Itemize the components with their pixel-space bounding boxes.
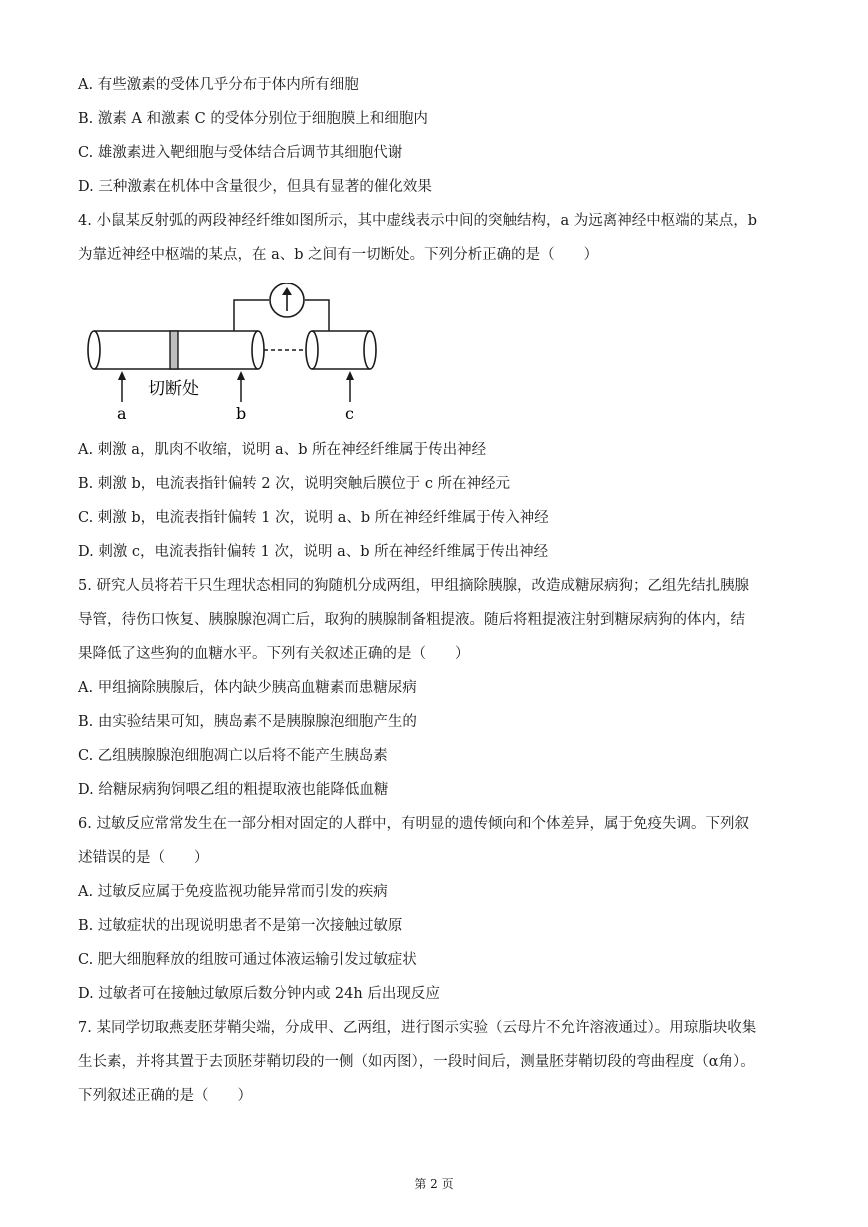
q5-option-a: A. 甲组摘除胰腺后，体内缺少胰高血糖素而患糖尿病 bbox=[78, 680, 417, 696]
q4-option-d: D. 刺激 c，电流表指针偏转 1 次，说明 a、b 所在神经纤维属于传出神经 bbox=[78, 544, 549, 560]
q6-option-a: A. 过敏反应属于免疫监视功能异常而引发的疾病 bbox=[78, 884, 388, 900]
cut-site-band bbox=[170, 331, 178, 369]
q5-stem-line-1: 5. 研究人员将若干只生理状态相同的狗随机分成两组，甲组摘除胰腺，改造成糖尿病狗；乙组先结扎胰腺 bbox=[78, 578, 749, 594]
q6-stem-line-1: 6. 过敏反应常常发生在一部分相对固定的人群中，有明显的遗传倾向和个体差异，属于免疫失调。下列叙 bbox=[78, 816, 749, 832]
q3-option-c: C. 雄激素进入靶细胞与受体结合后调节其细胞代谢 bbox=[78, 145, 403, 161]
arrow-c-icon bbox=[346, 371, 354, 402]
q5-stem-line-3: 果降低了这些狗的血糖水平。下列有关叙述正确的是（ ） bbox=[78, 646, 470, 662]
q6-option-c: C. 肥大细胞释放的组胺可通过体液运输引发过敏症状 bbox=[78, 952, 417, 968]
q5-option-b: B. 由实验结果可知，胰岛素不是胰腺腺泡细胞产生的 bbox=[78, 714, 417, 730]
q6-option-d: D. 过敏者可在接触过敏原后数分钟内或 24h 后出现反应 bbox=[78, 986, 440, 1002]
q3-option-a: A. 有些激素的受体几乎分布于体内所有细胞 bbox=[78, 77, 359, 93]
point-c-label: c bbox=[345, 404, 354, 423]
q7-stem-line-2: 生长素，并将其置于去顶胚芽鞘切段的一侧（如丙图），一段时间后，测量胚芽鞘切段的弯曲程度（α角）。 bbox=[78, 1054, 755, 1070]
right-nerve-fiber bbox=[306, 331, 376, 369]
q4-stem-line-1: 4. 小鼠某反射弧的两段神经纤维如图所示，其中虚线表示中间的突触结构，a 为远离神经中枢端的某点，b bbox=[78, 213, 757, 229]
page-number: 第 2 页 bbox=[414, 1177, 454, 1191]
q7-stem-line-3: 下列叙述正确的是（ ） bbox=[78, 1088, 252, 1104]
q4-option-c: C. 刺激 b，电流表指针偏转 1 次，说明 a、b 所在神经纤维属于传入神经 bbox=[78, 510, 549, 526]
q4-stem-line-2: 为靠近神经中枢端的某点，在 a、b 之间有一切断处。下列分析正确的是（ ） bbox=[78, 247, 599, 263]
arrow-a-icon bbox=[118, 371, 126, 402]
q3-option-d: D. 三种激素在机体中含量很少，但具有显著的催化效果 bbox=[78, 179, 432, 195]
q4-option-b: B. 刺激 b，电流表指针偏转 2 次，说明突触后膜位于 c 所在神经元 bbox=[78, 476, 511, 492]
q7-stem-line-1: 7. 某同学切取燕麦胚芽鞘尖端，分成甲、乙两组，进行图示实验（云母片不允许溶液通过）。用琼脂块收集 bbox=[78, 1020, 757, 1036]
point-a-label: a bbox=[117, 404, 127, 423]
q5-option-c: C. 乙组胰腺腺泡细胞凋亡以后将不能产生胰岛素 bbox=[78, 748, 388, 764]
galvanometer-icon bbox=[270, 283, 304, 317]
nerve-fiber-diagram bbox=[80, 283, 400, 423]
q6-stem-line-2: 述错误的是（ ） bbox=[78, 850, 209, 866]
q6-option-b: B. 过敏症状的出现说明患者不是第一次接触过敏原 bbox=[78, 918, 403, 934]
q5-option-d: D. 给糖尿病狗饲喂乙组的粗提取液也能降低血糖 bbox=[78, 782, 389, 798]
arrow-b-icon bbox=[237, 371, 245, 402]
point-b-label: b bbox=[236, 404, 247, 423]
q3-option-b: B. 激素 A 和激素 C 的受体分别位于细胞膜上和细胞内 bbox=[78, 111, 428, 127]
cut-site-label: 切断处 bbox=[148, 379, 199, 399]
q5-stem-line-2: 导管，待伤口恢复、胰腺腺泡凋亡后，取狗的胰腺制备粗提液。随后将粗提液注射到糖尿病狗的体内，结 bbox=[78, 612, 745, 628]
q4-option-a: A. 刺激 a，肌肉不收缩，说明 a、b 所在神经纤维属于传出神经 bbox=[78, 442, 487, 458]
